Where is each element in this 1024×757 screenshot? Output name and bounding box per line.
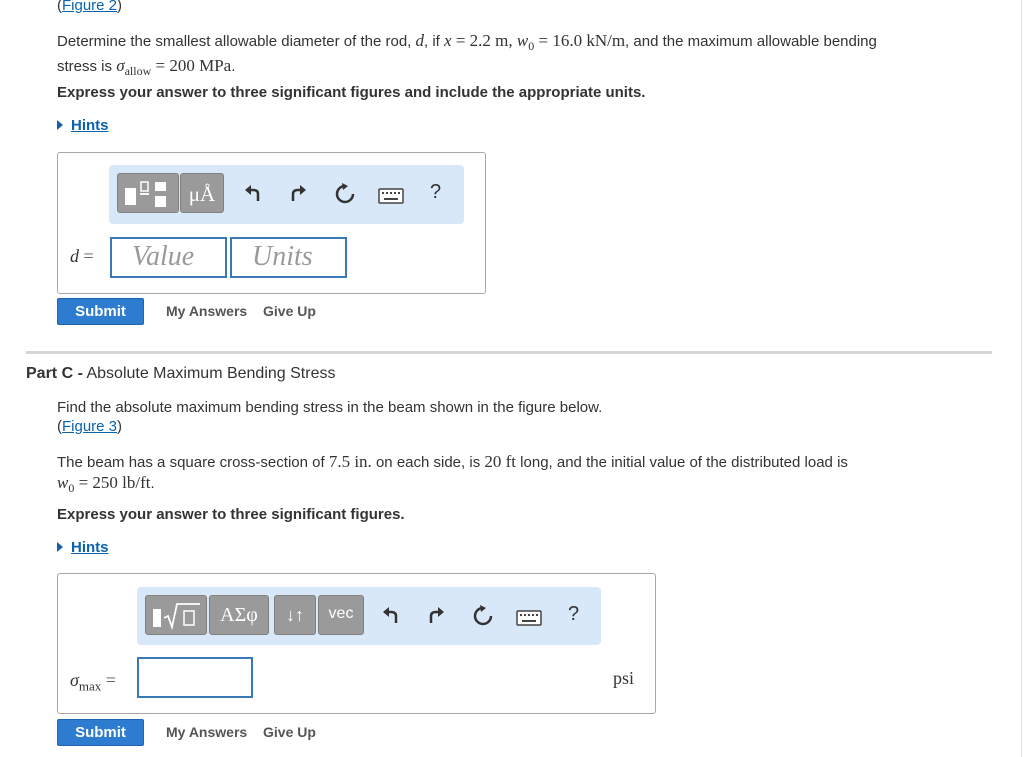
help-button[interactable]: ? (568, 603, 580, 625)
label-d: d (70, 246, 79, 266)
arrows-button[interactable]: ↓↑ (274, 595, 316, 635)
part-b-problem (57, 31, 977, 81)
equals-sign: = (83, 246, 94, 266)
desc-var-w0: w (57, 473, 69, 492)
redo-icon[interactable] (288, 183, 310, 205)
var-x: x (444, 31, 452, 50)
desc-text-3: long, and the initial value of the distributed load is (516, 454, 848, 471)
reset-icon[interactable] (333, 182, 357, 206)
template-button[interactable] (117, 173, 179, 213)
my-answers-link[interactable]: My Answers (166, 303, 248, 319)
part-b-instruction: Express your answer to three significant figures and include the appropriate units. (57, 84, 646, 101)
units-input[interactable]: Units (230, 237, 347, 278)
equals-sign: = (105, 670, 116, 690)
submit-button[interactable]: Submit (57, 719, 144, 746)
problem-text-5: . (231, 58, 236, 75)
unit-label: psi (613, 668, 635, 688)
hints-link[interactable]: Hints (71, 117, 109, 134)
var-w0-sub: 0 (528, 39, 535, 53)
sigma-allow-sub: allow (124, 64, 152, 78)
problem-text-3: , and the maximum allowable bending (625, 33, 877, 50)
answer-input[interactable] (137, 657, 253, 698)
value-input[interactable]: Value (110, 237, 227, 278)
desc-size: 7.5 in. (328, 452, 372, 471)
expand-triangle-icon (57, 542, 63, 552)
sigma-allow-value: = 200 MPa (151, 56, 232, 75)
sqrt-template-button[interactable] (145, 595, 207, 635)
part-c-title (26, 365, 335, 383)
desc-w0-value: = 250 lb/ft (74, 473, 151, 492)
part-b-hints[interactable] (57, 117, 109, 134)
give-up-link[interactable]: Give Up (263, 303, 316, 319)
desc-text-1: The beam has a square cross-section of (57, 454, 329, 471)
label-sigma: σ (70, 670, 79, 690)
part-c-hints[interactable] (57, 539, 109, 556)
x-value: = 2.2 m, (451, 31, 517, 50)
page-edge-line (1021, 0, 1022, 757)
section-divider (26, 351, 992, 354)
answer-label-d (70, 246, 94, 267)
desc-text-2: on each side, is (371, 454, 485, 471)
label-sigma-sub: max (78, 678, 102, 694)
hints-link[interactable]: Hints (71, 539, 109, 556)
reset-icon[interactable] (471, 604, 495, 628)
answer-label-sigma-max (70, 670, 116, 695)
keyboard-icon[interactable] (516, 609, 542, 627)
vec-button[interactable]: vec (318, 595, 364, 635)
part-c-label: Part C - (26, 365, 83, 382)
fraction-template-icon (118, 174, 178, 212)
part-c-description (57, 452, 977, 498)
undo-icon[interactable] (380, 605, 402, 627)
problem-text-4: stress is (57, 58, 117, 75)
redo-icon[interactable] (426, 605, 448, 627)
units-button[interactable]: μÅ (180, 173, 224, 213)
keyboard-icon[interactable] (378, 187, 404, 205)
greek-symbols-button[interactable]: ΑΣφ (209, 595, 269, 635)
submit-button[interactable]: Submit (57, 298, 144, 325)
give-up-link[interactable]: Give Up (263, 724, 316, 740)
my-answers-link[interactable]: My Answers (166, 724, 248, 740)
sqrt-template-icon (146, 596, 206, 634)
w0-value: = 16.0 kN/m (534, 31, 626, 50)
part-c-instruction: Express your answer to three significant figures. (57, 506, 405, 523)
expand-triangle-icon (57, 120, 63, 130)
figure-2-line: (Figure 2) (57, 0, 122, 14)
problem-text-2: , if (424, 33, 445, 50)
desc-length: 20 ft (484, 452, 517, 471)
figure-3-link[interactable]: Figure 3 (62, 418, 118, 435)
part-c-heading: Absolute Maximum Bending Stress (82, 365, 336, 382)
figure-3-line: (Figure 3) (57, 418, 123, 435)
var-sigma-allow: σ (116, 56, 125, 75)
undo-icon[interactable] (242, 183, 264, 205)
desc-end: . (150, 475, 155, 492)
var-d: d (415, 31, 425, 50)
figure-2-link[interactable]: Figure 2 (62, 0, 118, 14)
part-c-prompt: Find the absolute maximum bending stress in the beam shown in the figure below. (57, 399, 603, 416)
help-button[interactable]: ? (430, 181, 442, 203)
desc-w0-sub: 0 (68, 481, 75, 495)
problem-text-1: Determine the smallest allowable diameter of the rod, (57, 33, 416, 50)
var-w0: w (516, 31, 529, 50)
